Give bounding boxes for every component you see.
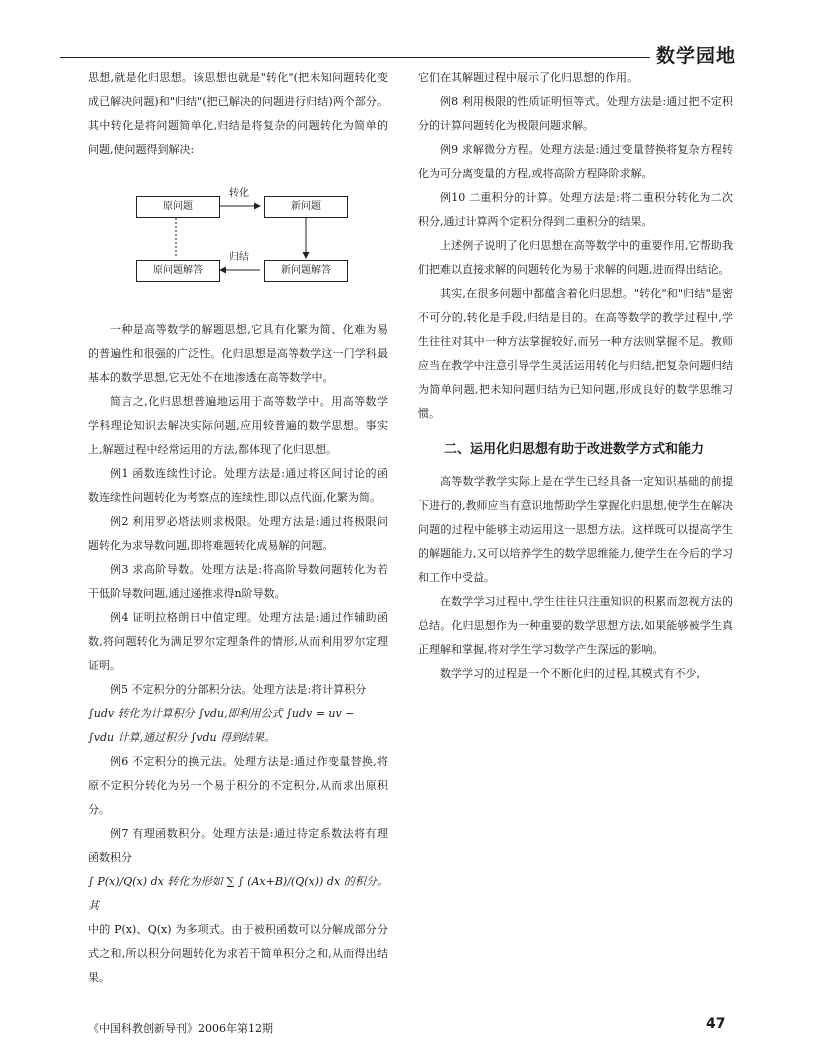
formula-integration-by-parts-2: ∫vdu 计算,通过积分 ∫vdu 得到结果。 <box>88 731 276 744</box>
right-paragraph-summary: 上述例子说明了化归思想在高等数学中的重要作用,它帮助我们把难以直接求解的问题转化为易于求解的问题,进而得出结论。 <box>418 239 733 276</box>
right-paragraph-example-10: 例10 二重积分的计算。处理方法是:将二重积分转化为二次积分,通过计算两个定积分得到二重积分的结果。 <box>418 191 733 228</box>
right-paragraph-section-2: 在数学学习过程中,学生往往只注重知识的积累而忽视方法的总结。化归思想作为一种重要的数学思想方法,如果能够被学生真正理解和掌握,将对学生学习数学产生深远的影响。 <box>418 595 733 656</box>
right-paragraph-1: 它们在其解题过程中展示了化归思想的作用。 <box>418 71 638 84</box>
box-original-solution: 原问题解答 <box>136 260 220 282</box>
left-paragraph-example-1: 例1 函数连续性讨论。处理方法是:通过将区间讨论的函数连续性问题转化为考察点的连续性,即以点代面,化繁为简。 <box>88 467 388 504</box>
page-number: 47 <box>706 1016 726 1032</box>
box-new-solution: 新问题解答 <box>264 260 348 282</box>
left-paragraph-2: 一种是高等数学的解题思想,它具有化繁为简、化难为易的普遍性和很强的广泛性。化归思想是高等数学这一门学科最基本的数学思想,它无处不在地渗透在高等数学中。 <box>88 323 388 384</box>
transformation-diagram <box>88 170 388 310</box>
left-paragraph-example-5: 例5 不定积分的分部积分法。处理方法是:将计算积分 <box>110 683 367 696</box>
section-title: 二、运用化归思想有助于改进数学方式和能力 <box>444 442 705 457</box>
box-new-problem: 新问题 <box>264 196 348 218</box>
left-paragraph-last: 中的 P(x)、Q(x) 为多项式。由于被积函数可以分解成部分分式之和,所以积分问题转化为求若干简单积分之和,从而得出结果。 <box>88 923 388 984</box>
left-paragraph-example-3: 例3 求高阶导数。处理方法是:将高阶导数问题转化为若干低阶导数问题,通过递推求得n阶导数。 <box>88 563 388 600</box>
left-paragraph-example-2: 例2 利用罗必塔法则求极限。处理方法是:通过将极限问题转化为求导数问题,即将难题转化成易解的问题。 <box>88 515 388 552</box>
box-original-problem: 原问题 <box>136 196 220 218</box>
right-column <box>418 66 733 686</box>
footer-journal: 《中国科教创新导刊》2006年第12期 <box>88 1022 273 1035</box>
label-attribute: 归结 <box>229 252 249 263</box>
right-paragraph-discussion: 其实,在很多问题中都蕴含着化归思想。"转化"和"归结"是密不可分的,转化是手段,归结是目的。在高等数学的教学过程中,学生往往对其中一种方法掌握较好,而另一种方法则掌握不足。教师应当在教学中注意引导学生灵活运用转化与归结,把复杂问题归结为简单问题,把未知问题归结为已知问题,形成良好的数学思维习惯。 <box>418 287 733 420</box>
left-paragraph-example-7: 例7 有理函数积分。处理方法是:通过待定系数法将有理函数积分 <box>88 827 388 864</box>
left-paragraph-example-4: 例4 证明拉格朗日中值定理。处理方法是:通过作辅助函数,将问题转化为满足罗尔定理条件的情形,从而利用罗尔定理证明。 <box>88 611 388 672</box>
right-paragraph-example-9: 例9 求解微分方程。处理方法是:通过变量替换将复杂方程转化为可分离变量的方程,或将高阶方程降阶求解。 <box>418 143 733 180</box>
right-paragraph-section-3: 数学学习的过程是一个不断化归的过程,其模式有不少, <box>440 667 700 680</box>
left-paragraph-3: 简言之,化归思想普遍地运用于高等数学中。用高等数学学科理论知识去解决实际问题,应用较普遍的数学思想。事实上,解题过程中经常运用的方法,都体现了化归思想。 <box>88 395 388 456</box>
header-rule <box>60 57 650 58</box>
header-title: 数学园地 <box>656 45 737 67</box>
left-paragraph-1: 思想,就是化归思想。该思想也就是"转化"(把未知问题转化变成已解决问题)和"归结"(把已解决的问题进行归结)两个部分。其中转化是将问题简单化,归结是将复杂的问题转化为简单的问题,使问题得到解决: <box>88 71 388 156</box>
right-paragraph-example-8: 例8 利用极限的性质证明恒等式。处理方法是:通过把不定积分的计算问题转化为极限问题求解。 <box>418 95 733 132</box>
left-paragraph-example-6: 例6 不定积分的换元法。处理方法是:通过作变量替换,将原不定积分转化为另一个易于积分的不定积分,从而求出原积分。 <box>88 755 388 816</box>
right-paragraph-section-1: 高等数学教学实际上是在学生已经具备一定知识基础的前提下进行的,教师应当有意识地帮助学生掌握化归思想,使学生在解决问题的过程中能够主动运用这一思想方法。这样既可以提高学生的解题能力,又可以培养学生的数学思维能力,使学生在今后的学习和工作中受益。 <box>418 475 733 584</box>
formula-integration-by-parts: ∫udv 转化为计算积分 ∫vdu,即利用公式 ∫udv = uv − <box>88 707 355 720</box>
formula-rational-integral: ∫ P(x)/Q(x) dx 转化为形如 ∑ ∫ (Ax+B)/(Q(x)) dx 的积分。其 <box>88 875 388 912</box>
left-column <box>88 66 388 990</box>
label-transform: 转化 <box>229 188 249 199</box>
